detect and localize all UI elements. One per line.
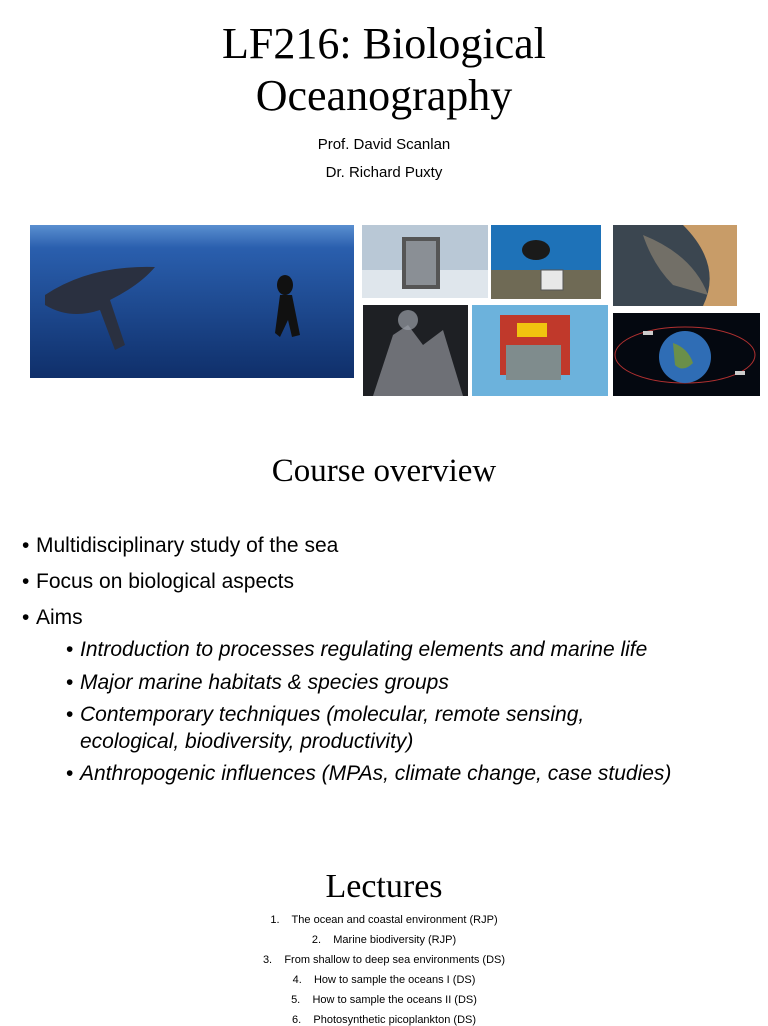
whale-diver-photo [30,225,354,378]
lecture-item: 5. How to sample the oceans II (DS) [291,994,477,1006]
earth-satellites-photo [613,313,760,396]
aim-processes: • Introduction to processes regulating elements and marine life [80,637,647,663]
ctd-rosette-photo [362,225,488,298]
aim-anthropogenic: • Anthropogenic influences (MPAs, climate change, case studies) [80,761,671,787]
hydrothermal-vent-photo [363,305,468,396]
aim-habitats: • Major marine habitats & species groups [80,670,449,696]
lecture-item: 4. How to sample the oceans I (DS) [292,974,476,986]
lecture-item: 6. Photosynthetic picoplankton (DS) [291,1014,477,1026]
aim-techniques: • Contemporary techniques (molecular, remote sensing, [80,702,584,728]
author-1: Prof. David Scanlan [317,136,451,153]
rov-submersible-photo [472,305,608,396]
aim-techniques-continued: ecological, biodiversity, productivity) [80,730,414,753]
overview-heading: Course overview [271,453,497,489]
lecture-item: 2. Marine biodiversity (RJP) [311,934,457,946]
bullet-aims: • Aims [36,606,83,630]
title-line-2: Oceanography [255,71,513,120]
lecture-item: 3. From shallow to deep sea environments (DS) [262,954,506,966]
page-title [0,18,768,122]
lecture-item: 1. The ocean and coastal environment (RJP) [270,914,498,926]
bullet-study: • Multidisciplinary study of the sea [36,534,338,558]
bullet-focus: • Focus on biological aspects [36,570,294,594]
satellite-coast-photo [613,225,737,306]
title-line-1: LF216: Biological [222,19,546,68]
scuba-diver-photo [491,225,601,299]
lectures-heading: Lectures [325,868,443,905]
author-2: Dr. Richard Puxty [325,164,443,181]
